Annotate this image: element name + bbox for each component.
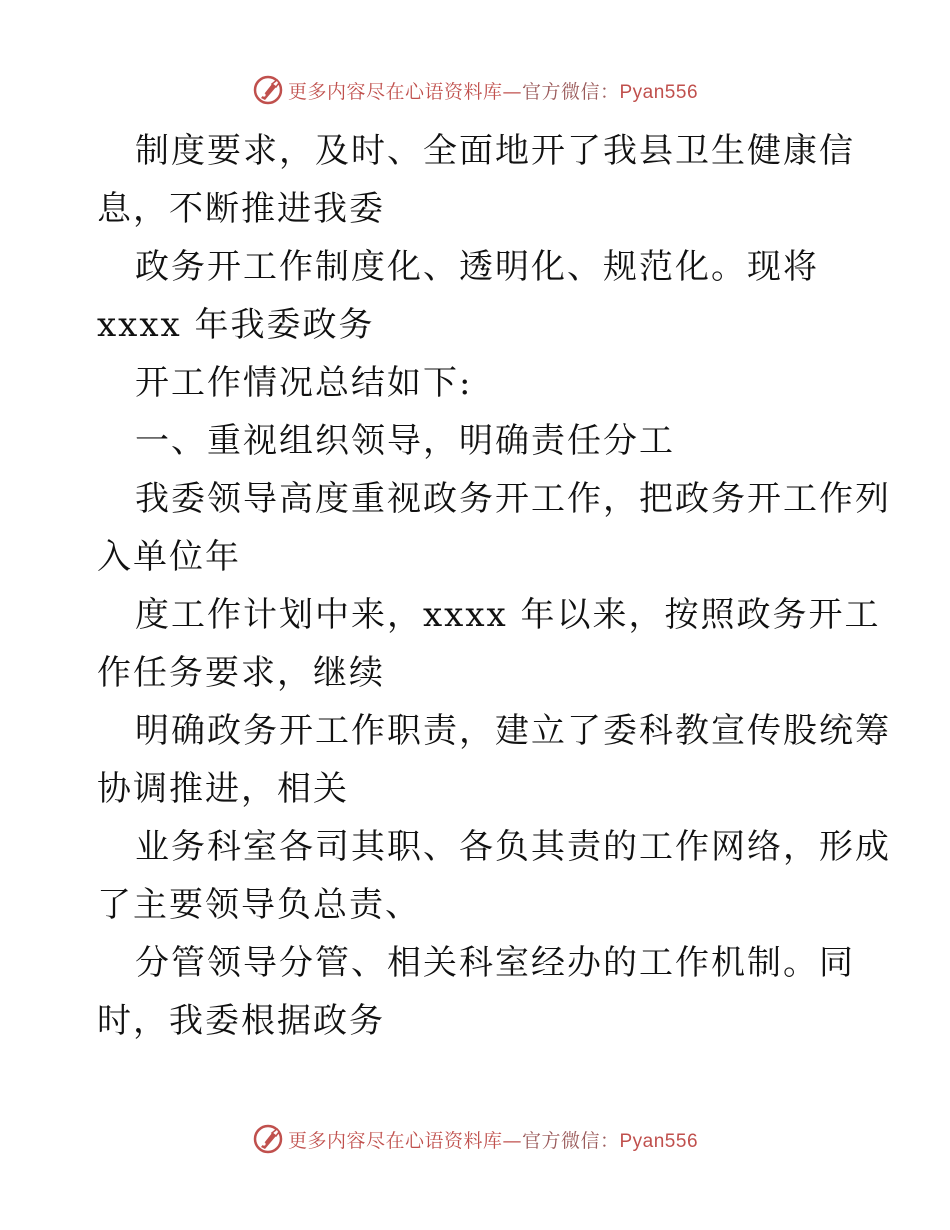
text-line: 入单位年 <box>97 537 241 577</box>
document-body <box>97 122 891 1050</box>
text-line: 度工作计划中来，xxxx 年以来，按照政务开工 <box>135 595 881 635</box>
text-line: 开工作情况总结如下: <box>135 363 473 403</box>
text-line: xxxx 年我委政务 <box>97 305 375 345</box>
banner-wechat-label: 官方微信： <box>521 1129 620 1152</box>
text-line: 明确政务开工作职责，建立了委科教宣传股统筹 <box>135 711 891 751</box>
banner-main-text: 更多内容尽在心语资料库 <box>287 80 503 103</box>
text-line: 业务科室各司其职、各负其责的工作网络，形成 <box>135 827 891 867</box>
banner-dash: — <box>502 1129 522 1152</box>
text-line: 我委领导高度重视政务开工作，把政务开工作列 <box>135 479 891 519</box>
pen-nib-logo-icon <box>252 74 284 106</box>
text-line: 作任务要求，继续 <box>97 653 385 693</box>
header-banner <box>0 73 950 107</box>
banner-wechat-label: 官方微信： <box>521 80 620 103</box>
banner-main-text: 更多内容尽在心语资料库 <box>287 1129 503 1152</box>
text-line: 制度要求，及时、全面地开了我县卫生健康信 <box>135 131 855 171</box>
text-line: 时，我委根据政务 <box>97 1001 385 1041</box>
text-line: 了主要领导负总责、 <box>97 885 421 925</box>
banner-wechat-id: Pyan556 <box>619 81 699 103</box>
text-line: 政务开工作制度化、透明化、规范化。现将 <box>135 247 819 287</box>
text-line: 分管领导分管、相关科室经办的工作机制。同 <box>135 943 855 983</box>
footer-banner <box>0 1122 950 1156</box>
section-heading: 一、重视组织领导，明确责任分工 <box>135 421 675 461</box>
text-line: 协调推进，相关 <box>97 769 349 809</box>
text-line: 息，不断推进我委 <box>97 189 385 229</box>
banner-dash: — <box>502 80 522 103</box>
pen-nib-logo-icon <box>252 1123 284 1155</box>
banner-wechat-id: Pyan556 <box>619 1130 699 1152</box>
